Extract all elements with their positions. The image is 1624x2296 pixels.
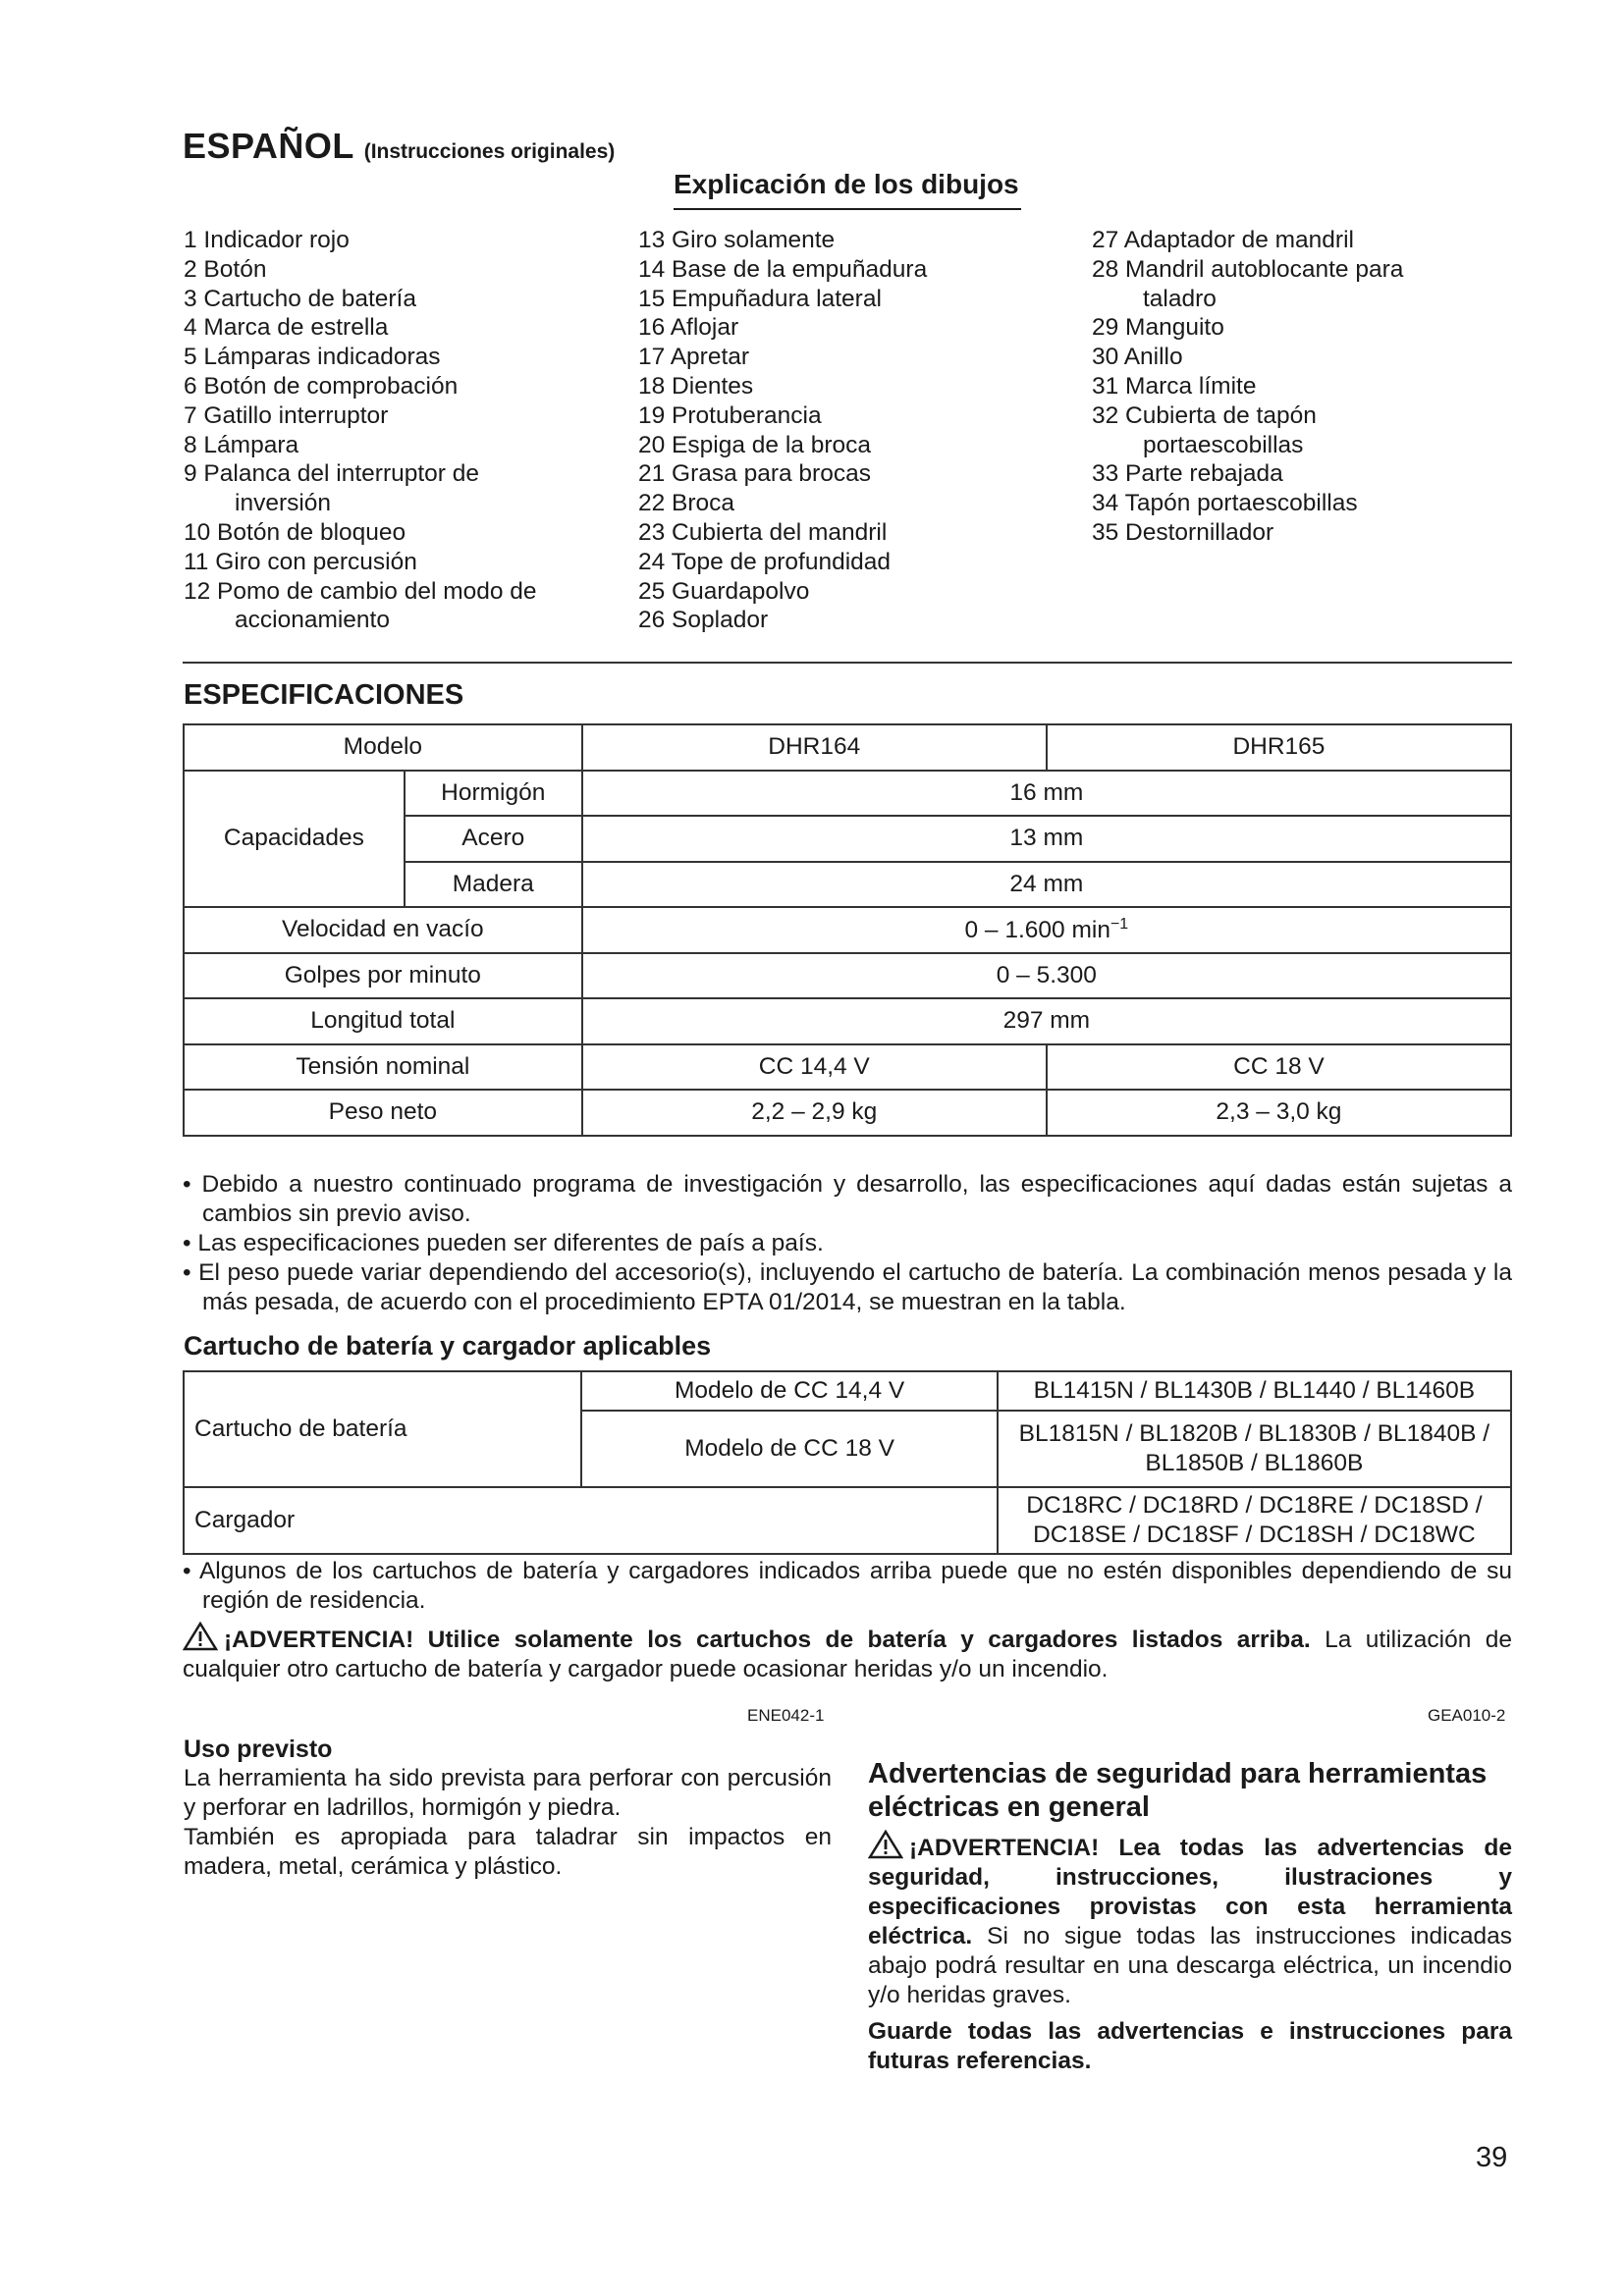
voltage-label: Tensión nominal <box>184 1044 582 1091</box>
legend-item: 26 Soplador <box>638 607 769 634</box>
weight-value: 2,2 – 2,9 kg <box>582 1090 1047 1136</box>
legend-item: 25 Guardapolvo <box>638 577 810 605</box>
charger-label: Cargador <box>184 1487 998 1554</box>
safety-keep: Guarde todas las advertencias e instrucciones para futuras referencias. <box>868 2018 1512 2074</box>
legend-item: 1 Indicador rojo <box>184 227 350 253</box>
weight-label: Peso neto <box>184 1090 582 1136</box>
safety-title: Advertencias de seguridad para herramientas eléctricas en general <box>868 1758 1488 1823</box>
voltage-value: CC 18 V <box>1047 1044 1511 1091</box>
legend-item: 9 Palanca del interruptor de <box>184 460 479 488</box>
legend-item: 21 Grasa para brocas <box>638 460 871 488</box>
drawings-title: Explicación de los dibujos <box>674 169 1021 210</box>
warning-icon <box>868 1830 903 1859</box>
language-heading <box>183 126 615 167</box>
capacity-label: Hormigón <box>405 771 582 817</box>
blows-label: Golpes por minuto <box>184 953 582 999</box>
legend-item: inversión <box>235 490 332 517</box>
code-right: GEA010-2 <box>1428 1706 1506 1725</box>
legend-item: 4 Marca de estrella <box>184 314 389 342</box>
legend-item: 31 Marca límite <box>1092 372 1257 400</box>
battery-list: BL1815N / BL1820B / BL1830B / BL1840B / BL1850B / BL1860B <box>998 1411 1511 1487</box>
legend-item: 2 Botón <box>184 255 267 283</box>
legend-item: 22 Broca <box>638 490 735 517</box>
legend-item: 3 Cartucho de batería <box>184 285 416 312</box>
speed-label: Velocidad en vacío <box>184 907 582 953</box>
weight-value: 2,3 – 3,0 kg <box>1047 1090 1511 1136</box>
language-title: ESPAÑOL <box>183 126 354 166</box>
page-number: 39 <box>1476 2142 1508 2173</box>
legend-item: 15 Empuñadura lateral <box>638 285 882 312</box>
legend-item: 12 Pomo de cambio del modo de <box>184 577 537 605</box>
battery-warning: ¡ADVERTENCIA! Utilice solamente los cartuchos de batería y cargadores listados arriba. La utilización de cualquier otro cartucho de batería y cargador puede ocasionar heridas y/o un incendio. <box>183 1622 1512 1684</box>
speed-value: 0 – 1.600 $\min^{-1}$ <box>582 907 1511 953</box>
blows-value: 0 – 5.300 <box>582 953 1511 999</box>
legend-item: 13 Giro solamente <box>638 227 836 253</box>
code-left: ENE042-1 <box>747 1706 825 1725</box>
cartridge-label: Cartucho de batería <box>184 1371 581 1487</box>
model-label: Modelo <box>184 724 582 771</box>
spec-note: • Las especificaciones pueden ser diferentes de país a país. <box>183 1230 824 1256</box>
legend-item: 34 Tapón portaescobillas <box>1092 490 1358 517</box>
intended-use-title: Uso previsto <box>184 1735 333 1763</box>
legend-item: 27 Adaptador de mandril <box>1092 227 1354 253</box>
legend-item: 32 Cubierta de tapón <box>1092 401 1317 429</box>
capacity-value: 16 mm <box>582 771 1511 817</box>
voltage-value: CC 14,4 V <box>582 1044 1047 1091</box>
language-note: (Instrucciones originales) <box>363 140 616 163</box>
legend-item: 33 Parte rebajada <box>1092 460 1283 488</box>
length-label: Longitud total <box>184 998 582 1044</box>
legend-item: 14 Base de la empuñadura <box>638 255 928 283</box>
legend-item: 19 Protuberancia <box>638 401 822 429</box>
charger-list: DC18RC / DC18RD / DC18RE / DC18SD / DC18SE / DC18SF / DC18SH / DC18WC <box>998 1487 1511 1554</box>
legend-item: 35 Destornillador <box>1092 518 1274 546</box>
battery-row-14v <box>184 1371 1511 1411</box>
capacities-label: Capacidades <box>184 771 405 908</box>
legend-item: 8 Lámpara <box>184 431 299 458</box>
legend-item: 10 Botón de bloqueo <box>184 518 406 546</box>
battery-note: • Algunos de los cartuchos de batería y cargadores indicados arriba puede que no estén disponibles dependiendo de su región de residencia. <box>183 1558 1512 1614</box>
legend-column-1 <box>184 226 537 635</box>
charger-row <box>184 1487 1511 1554</box>
legend-item: portaescobillas <box>1143 431 1304 458</box>
warning-icon <box>183 1622 218 1651</box>
intended-use-p2: También es apropiada para taladrar sin impactos en madera, metal, cerámica y plástico. <box>184 1824 832 1880</box>
legend-item: 29 Manguito <box>1092 314 1224 342</box>
capacity-value: 13 mm <box>582 816 1511 862</box>
spec-row-model <box>184 724 1511 771</box>
safety-warning: ¡ADVERTENCIA! Lea todas las advertencias de seguridad, instrucciones, ilustraciones y especificaciones provistas con esta herramienta eléctrica. Si no sigue todas las instrucciones indicadas abajo podrá resultar en una descarga eléctrica, un incendio y/o heridas graves. <box>868 1830 1512 2010</box>
specs-table <box>183 723 1512 1137</box>
legend-item: 28 Mandril autoblocante para <box>1092 255 1404 283</box>
legend-item: 17 Apretar <box>638 344 750 371</box>
safety-section <box>868 1757 1512 2076</box>
length-value: 297 mm <box>582 998 1511 1044</box>
capacity-label: Acero <box>405 816 582 862</box>
legend-column-2 <box>638 226 927 635</box>
spec-row-blows <box>184 953 1511 999</box>
spec-row-concrete <box>184 771 1511 817</box>
specs-title: ESPECIFICACIONES <box>184 679 464 711</box>
battery-model: Modelo de CC 14,4 V <box>581 1371 997 1411</box>
speed-unit-sup: −1 <box>1110 915 1129 933</box>
legend-item: 5 Lámparas indicadoras <box>184 344 441 371</box>
spec-row-length <box>184 998 1511 1044</box>
model-dhr164: DHR164 <box>582 724 1047 771</box>
spec-row-voltage <box>184 1044 1511 1091</box>
capacity-value: 24 mm <box>582 862 1511 908</box>
spec-row-speed <box>184 907 1511 953</box>
legend-item: taladro <box>1143 285 1217 312</box>
legend-item: accionamiento <box>235 607 390 634</box>
legend-item: 23 Cubierta del mandril <box>638 518 888 546</box>
spec-note: • Debido a nuestro continuado programa de investigación y desarrollo, las especificaciones aquí dadas están sujetas a cambios sin previo aviso. <box>183 1171 1512 1227</box>
spec-note: • El peso puede variar dependiendo del accesorio(s), incluyendo el cartucho de batería. La combinación menos pesada y la más pesada, de acuerdo con el procedimiento EPTA 01/2014, se muestran en la tabla. <box>183 1259 1512 1315</box>
battery-list: BL1415N / BL1430B / BL1440 / BL1460B <box>998 1371 1511 1411</box>
legend-item: 30 Anillo <box>1092 344 1183 371</box>
legend-item: 7 Gatillo interruptor <box>184 401 389 429</box>
intended-use <box>184 1735 832 1882</box>
legend-item: 11 Giro con percusión <box>184 548 417 575</box>
legend-item: 20 Espiga de la broca <box>638 431 871 458</box>
intended-use-p1: La herramienta ha sido prevista para perforar con percusión y perforar en ladrillos, hormigón y piedra. <box>184 1765 832 1821</box>
spec-row-weight <box>184 1090 1511 1136</box>
legend-item: 24 Tope de profundidad <box>638 548 892 575</box>
section-divider <box>183 662 1512 664</box>
spec-notes <box>183 1170 1512 1317</box>
model-dhr165: DHR165 <box>1047 724 1511 771</box>
battery-title: Cartucho de batería y cargador aplicables <box>184 1331 712 1361</box>
battery-model: Modelo de CC 18 V <box>581 1411 997 1487</box>
legend-item: 6 Botón de comprobación <box>184 372 459 400</box>
battery-table <box>183 1370 1512 1555</box>
legend-item: 18 Dientes <box>638 372 754 400</box>
legend-column-3 <box>1092 226 1403 548</box>
legend-item: 16 Aflojar <box>638 314 739 342</box>
capacity-label: Madera <box>405 862 582 908</box>
